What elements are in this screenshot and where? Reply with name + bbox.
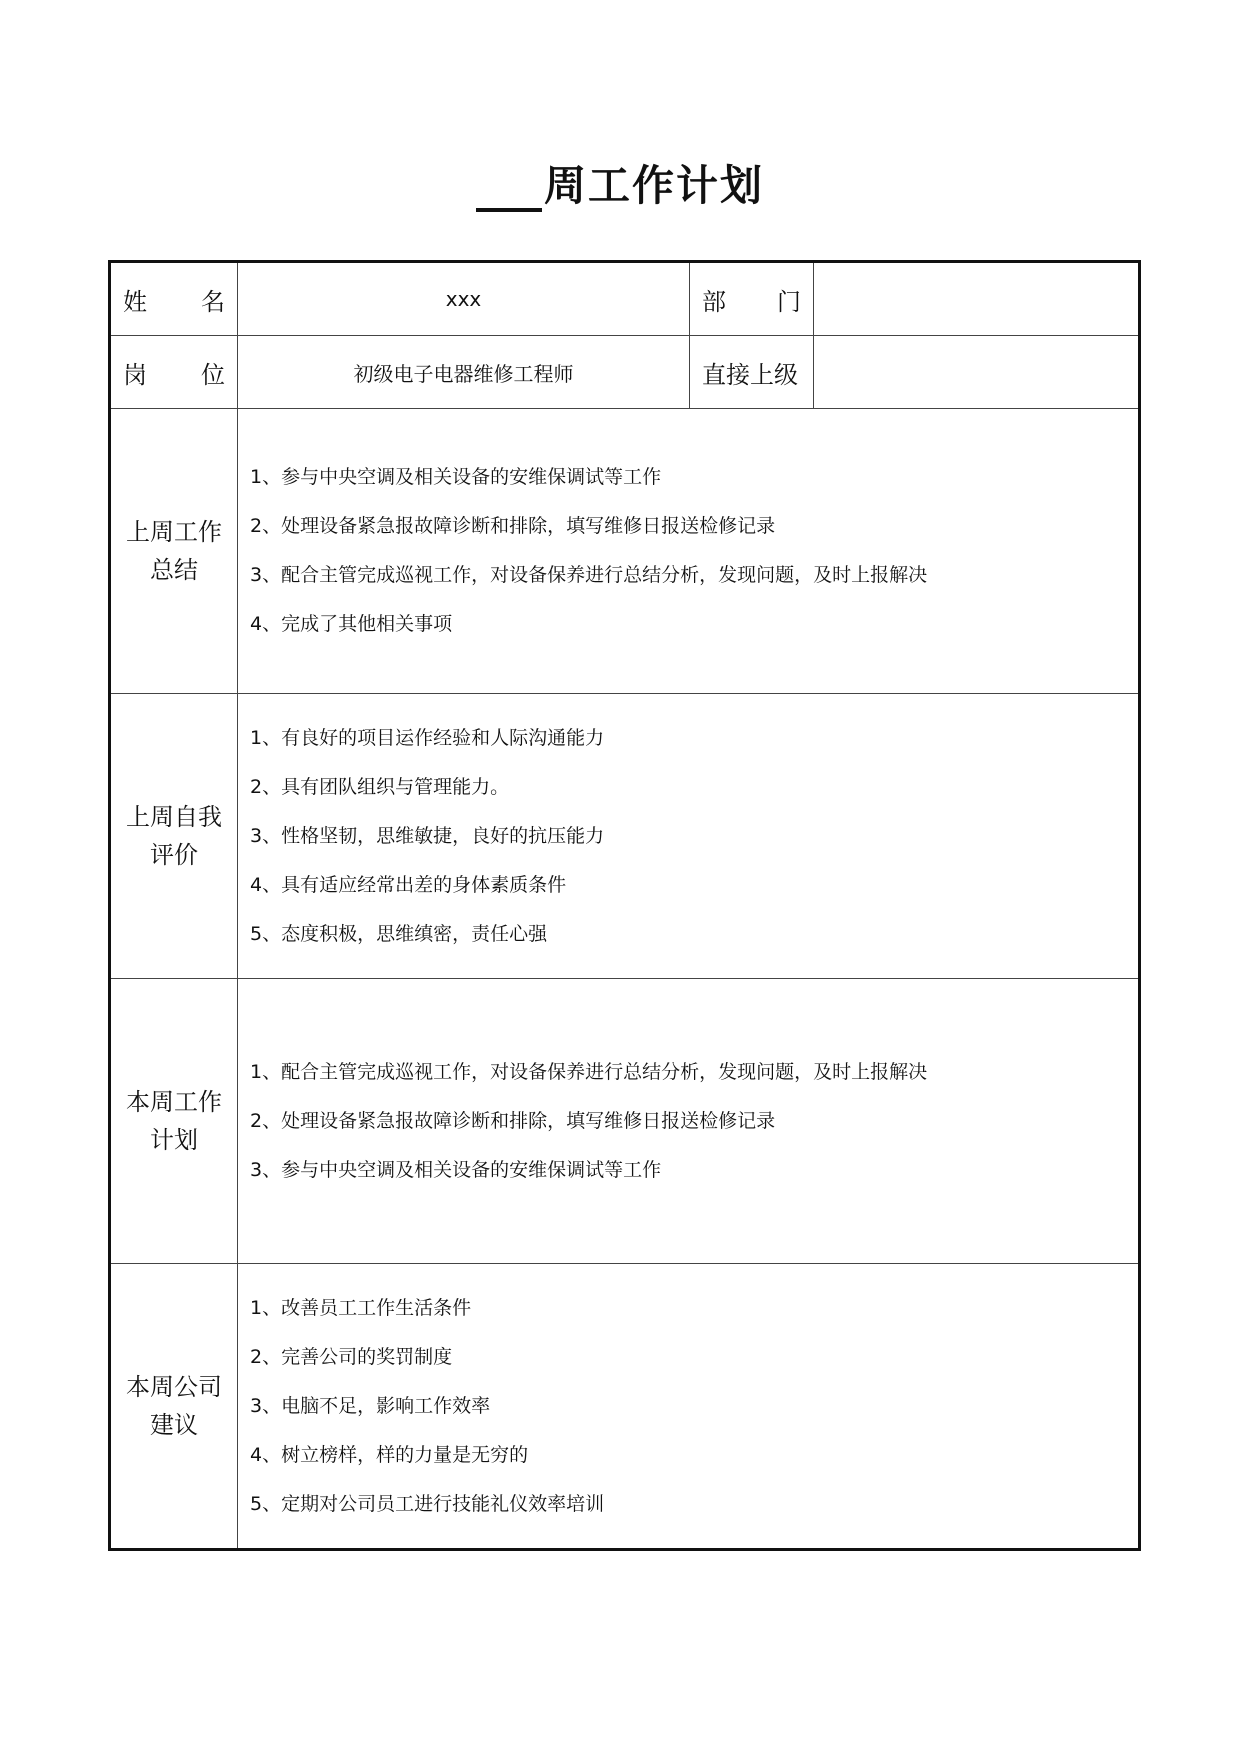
page-title	[0, 160, 1240, 212]
info-row-name	[110, 262, 1140, 336]
section-item-list	[238, 1048, 1138, 1195]
list-item: 2、完善公司的奖罚制度	[250, 1345, 453, 1368]
position-label-cell	[110, 336, 238, 409]
section-label-line-1: 上周自我	[126, 803, 222, 831]
department-label-cell	[690, 262, 814, 336]
section-content-cell	[238, 694, 1140, 979]
section-content-cell	[238, 1264, 1140, 1550]
supervisor-label: 直接上级	[702, 360, 798, 389]
list-item: 4、完成了其他相关事项	[250, 613, 453, 635]
list-item: 4、具有适应经常出差的身体素质条件	[250, 873, 567, 896]
section-label-line-1: 上周工作	[126, 518, 222, 546]
info-row-position	[110, 336, 1140, 409]
list-item: 3、电脑不足，影响工作效率	[250, 1394, 491, 1417]
list-item: 3、参与中央空调及相关设备的安维保调试等工作	[250, 1158, 662, 1181]
department-label-char-1: 部	[702, 287, 726, 316]
weekly-plan-table	[108, 260, 1141, 1551]
section-content-cell	[238, 409, 1140, 694]
position-label-char-1: 岗	[123, 360, 147, 389]
section-label-line-2: 计划	[150, 1126, 198, 1154]
list-item: 3、配合主管完成巡视工作，对设备保养进行总结分析，发现问题，及时上报解决	[250, 564, 928, 586]
section-label-cell	[110, 409, 238, 694]
supervisor-value-cell	[814, 336, 1140, 409]
section-last-week-summary	[110, 409, 1140, 694]
name-label-char-1: 姓	[123, 287, 147, 316]
section-item-list	[238, 714, 1138, 959]
list-item: 5、定期对公司员工进行技能礼仪效率培训	[250, 1492, 605, 1515]
title-blank-line	[476, 168, 542, 212]
list-item: 2、处理设备紧急报故障诊断和排除，填写维修日报送检修记录	[250, 1109, 776, 1132]
list-item: 3、性格坚韧，思维敏捷，良好的抗压能力	[250, 824, 605, 847]
section-label-cell	[110, 979, 238, 1264]
list-item: 1、参与中央空调及相关设备的安维保调试等工作	[250, 466, 662, 488]
supervisor-label-cell	[690, 336, 814, 409]
list-item: 2、处理设备紧急报故障诊断和排除，填写维修日报送检修记录	[250, 515, 776, 537]
section-company-suggestions	[110, 1264, 1140, 1550]
section-label-cell	[110, 694, 238, 979]
name-label-char-2: 名	[201, 287, 225, 316]
section-label-cell	[110, 1264, 238, 1550]
section-label-line-2: 建议	[150, 1411, 198, 1439]
list-item: 1、有良好的项目运作经验和人际沟通能力	[250, 726, 605, 749]
list-item: 5、态度积极，思维缜密，责任心强	[250, 922, 548, 945]
section-last-week-self-evaluation	[110, 694, 1140, 979]
list-item: 1、配合主管完成巡视工作，对设备保养进行总结分析，发现问题，及时上报解决	[250, 1060, 928, 1083]
name-value-cell	[238, 262, 690, 336]
section-label-line-2: 总结	[150, 556, 198, 584]
name-value: xxx	[445, 287, 482, 311]
name-label-cell	[110, 262, 238, 336]
section-label-line-1: 本周工作	[126, 1088, 222, 1116]
position-label-char-2: 位	[201, 360, 225, 389]
position-value-cell	[238, 336, 690, 409]
list-item: 4、树立榜样，样的力量是无穷的	[250, 1443, 529, 1466]
department-value-cell	[814, 262, 1140, 336]
section-this-week-plan	[110, 979, 1140, 1264]
list-item: 2、具有团队组织与管理能力。	[250, 775, 510, 798]
section-item-list	[238, 1284, 1138, 1529]
list-item: 1、改善员工工作生活条件	[250, 1296, 472, 1319]
department-label-char-2: 门	[777, 287, 801, 316]
title-text: 周工作计划	[543, 161, 764, 210]
section-content-cell	[238, 979, 1140, 1264]
position-value: 初级电子电器维修工程师	[353, 361, 574, 386]
section-label-line-1: 本周公司	[126, 1373, 222, 1401]
section-label-line-2: 评价	[150, 841, 198, 869]
section-item-list	[238, 453, 1138, 649]
